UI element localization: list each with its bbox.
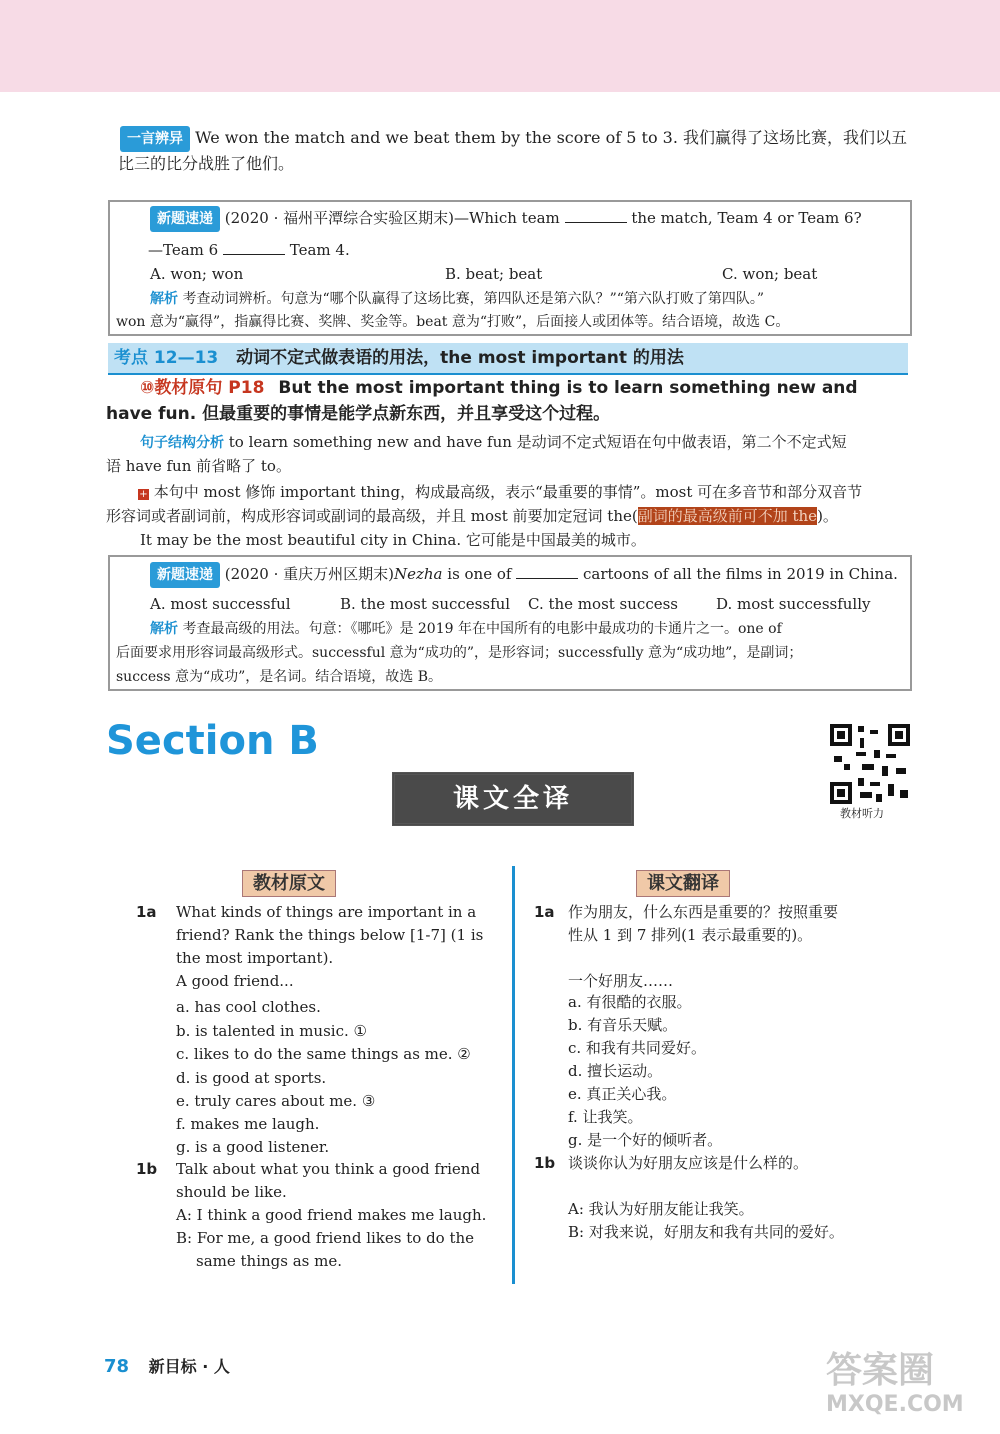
box2-option-a: A. most successful bbox=[150, 595, 291, 613]
right-item: g. 是一个好的倾听者。 bbox=[568, 1131, 723, 1149]
note-text2a: 形容词或者副词前，构成形容词或副词的最高级，并且 most 前要加定冠词 the( bbox=[106, 507, 638, 525]
box1-q1b: the match, Team 4 or Team 6? bbox=[631, 209, 862, 227]
qr-code-icon[interactable] bbox=[830, 724, 910, 804]
box2-question-line bbox=[150, 562, 898, 588]
yiyan-tag: 一言辨异 bbox=[120, 126, 190, 152]
left-1b-line5: same things as me. bbox=[196, 1252, 343, 1270]
fenxi-line1 bbox=[140, 430, 847, 455]
right-item: e. 真正关心我。 bbox=[568, 1085, 677, 1103]
box1-analysis-text1: 考查动词辨析。句意为“哪个队赢得了这场比赛，第四队还是第六队？”“第六队打败了第四队。” bbox=[182, 291, 765, 307]
right-1a-line3: 一个好朋友…… bbox=[568, 972, 674, 990]
banner-title: 课文全译 bbox=[392, 772, 634, 826]
left-item: d. is good at sports. bbox=[176, 1069, 327, 1087]
box2-analysis-text1: 考查最高级的用法。句意：《哪吒》是 2019 年在中国所有的电影中最成功的卡通片之一。one of bbox=[182, 621, 782, 637]
left-1a-line2: friend? Rank the things below [1-7] (1 is bbox=[176, 926, 484, 944]
yuanju-en: But the most important thing is to learn something new and bbox=[278, 378, 858, 398]
watermark-line2: MXQE.COM bbox=[826, 1392, 964, 1417]
box2-analysis-line2: 后面要求用形容词最高级形式。successful 意为“成功的”，是形容词；successfully 意为“成功地”，是副词； bbox=[116, 645, 803, 661]
fenxi-label: 句子结构分析 bbox=[140, 435, 224, 451]
yuanju-line2: have fun. 但最重要的事情是能学点新东西，并且享受这个过程。 bbox=[106, 404, 611, 424]
box2-analysis-line3: success 意为“成功”，是名词。结合语境，故选 B。 bbox=[116, 669, 443, 685]
column-divider bbox=[512, 866, 515, 1284]
left-item: c. likes to do the same things as me. ② bbox=[176, 1045, 471, 1063]
note-line2 bbox=[106, 504, 838, 528]
qr-label: 教材听力 bbox=[840, 807, 884, 820]
fenxi-text1: to learn something new and have fun 是动词不定式短语在句中做表语，第二个不定式短 bbox=[228, 433, 847, 451]
note-text1: 本句中 most 修饰 important thing，构成最高级，表示“最重要的事情”。most 可在多音节和部分双音节 bbox=[153, 483, 863, 501]
plus-icon: + bbox=[139, 489, 148, 500]
box2-analysis-label: 解析 bbox=[150, 621, 178, 637]
box2-option-b: B. the most successful bbox=[340, 595, 511, 613]
fenxi-line2: 语 have fun 前省略了 to。 bbox=[106, 457, 291, 475]
box2-q1c: cartoons of all the films in 2019 in China. bbox=[583, 565, 898, 583]
box2-analysis-line1 bbox=[150, 617, 782, 641]
box1-question-line bbox=[150, 206, 862, 232]
right-item: a. 有很酷的衣服。 bbox=[568, 993, 692, 1011]
box1-option-a: A. won; won bbox=[150, 265, 244, 283]
right-item: d. 擅长运动。 bbox=[568, 1062, 663, 1080]
right-1b-line2: A: 我认为好朋友能让我笑。 bbox=[568, 1200, 754, 1218]
right-item: f. 让我笑。 bbox=[568, 1108, 643, 1126]
box1-blank-1[interactable] bbox=[565, 208, 627, 223]
box1-analysis-label: 解析 bbox=[150, 291, 178, 307]
left-1b-number: 1b bbox=[136, 1160, 158, 1178]
left-1a-line3: the most important). bbox=[176, 949, 334, 967]
kaodian-heading bbox=[114, 346, 684, 370]
left-1a-line1: What kinds of things are important in a bbox=[176, 903, 477, 921]
left-column-head-wrap bbox=[242, 869, 336, 895]
right-1a-number: 1a bbox=[534, 903, 555, 921]
box2-q1-italic: Nezha bbox=[393, 565, 443, 583]
right-item: b. 有音乐天赋。 bbox=[568, 1016, 678, 1034]
box1-tag: 新题速递 bbox=[150, 206, 220, 232]
watermark bbox=[826, 1350, 996, 1430]
left-item: g. is a good listener. bbox=[176, 1138, 330, 1156]
right-1b-number: 1b bbox=[534, 1154, 556, 1172]
right-item: c. 和我有共同爱好。 bbox=[568, 1039, 706, 1057]
kaodian-title: 动词不定式做表语的用法，the most important 的用法 bbox=[236, 348, 684, 368]
note-highlight: 副词的最高级前可不加 the bbox=[637, 507, 818, 525]
page-number: 78 bbox=[104, 1356, 130, 1377]
left-1b-line4: B: For me, a good friend likes to do the bbox=[176, 1229, 475, 1247]
yiyan-line1 bbox=[120, 126, 907, 152]
yuanju-label: ⑩教材原句 P18 bbox=[140, 378, 265, 398]
box2-tag: 新题速递 bbox=[150, 562, 220, 588]
yuanju-line1 bbox=[140, 376, 858, 400]
left-1b-line2: should be like. bbox=[176, 1183, 287, 1201]
right-column-head-wrap bbox=[636, 869, 730, 895]
right-1a-line2: 性从 1 到 7 排列(1 表示最重要的)。 bbox=[568, 926, 813, 944]
left-1b-line3: A: I think a good friend makes me laugh. bbox=[176, 1206, 487, 1224]
box1-q2b: Team 4. bbox=[289, 241, 350, 259]
box2-option-c: C. the most success bbox=[528, 595, 678, 613]
left-1b-line1: Talk about what you think a good friend bbox=[176, 1160, 481, 1178]
right-1a-line1: 作为朋友，什么东西是重要的？按照重要 bbox=[568, 903, 839, 921]
right-1b-line3: B: 对我来说，好朋友和我有共同的爱好。 bbox=[568, 1223, 844, 1241]
box1-blank-2[interactable] bbox=[223, 240, 285, 255]
header-band bbox=[0, 0, 1000, 92]
box1-analysis-line1 bbox=[150, 287, 764, 311]
watermark-line1: 答案圈 bbox=[826, 1350, 935, 1391]
left-1a-line4: A good friend... bbox=[176, 972, 294, 990]
footer bbox=[104, 1354, 230, 1377]
section-title: Section B bbox=[106, 718, 319, 764]
right-1b-line1: 谈谈你认为好朋友应该是什么样的。 bbox=[568, 1154, 809, 1172]
book-name: 新目标 · 人 bbox=[148, 1357, 230, 1376]
left-1a-number: 1a bbox=[136, 903, 157, 921]
box1-option-c: C. won; beat bbox=[722, 265, 818, 283]
box2-option-d: D. most successfully bbox=[716, 595, 871, 613]
yiyan-line2: 比三的比分战胜了他们。 bbox=[118, 154, 295, 173]
box2-q1b: is one of bbox=[447, 565, 512, 583]
kaodian-label: 考点 12—13 bbox=[114, 348, 219, 368]
left-column-head: 教材原文 bbox=[242, 870, 336, 897]
right-column-head: 课文翻译 bbox=[636, 870, 730, 897]
box1-q1a: (2020 · 福州平潭综合实验区期末)—Which team bbox=[224, 209, 560, 227]
left-item: b. is talented in music. ① bbox=[176, 1022, 367, 1040]
box1-option-b: B. beat; beat bbox=[445, 265, 543, 283]
yiyan-text1: We won the match and we beat them by the score of 5 to 3. 我们赢得了这场比赛，我们以五 bbox=[195, 128, 908, 147]
left-item: a. has cool clothes. bbox=[176, 998, 321, 1016]
note-line1 bbox=[138, 480, 862, 504]
example-sentence: It may be the most beautiful city in China. 它可能是中国最美的城市。 bbox=[140, 531, 646, 549]
box2-blank[interactable] bbox=[516, 564, 578, 579]
left-item: e. truly cares about me. ③ bbox=[176, 1092, 376, 1110]
note-text2b: )。 bbox=[817, 507, 838, 525]
box1-q2a: —Team 6 bbox=[148, 241, 219, 259]
left-item: f. makes me laugh. bbox=[176, 1115, 320, 1133]
box1-analysis-line2: won 意为“赢得”，指赢得比赛、奖牌、奖金等。beat 意为“打败”，后面接人或团体等。结合语境，故选 C。 bbox=[116, 314, 790, 330]
box2-q1a: (2020 · 重庆万州区期末) bbox=[224, 565, 394, 583]
box1-answer-line bbox=[148, 238, 350, 262]
